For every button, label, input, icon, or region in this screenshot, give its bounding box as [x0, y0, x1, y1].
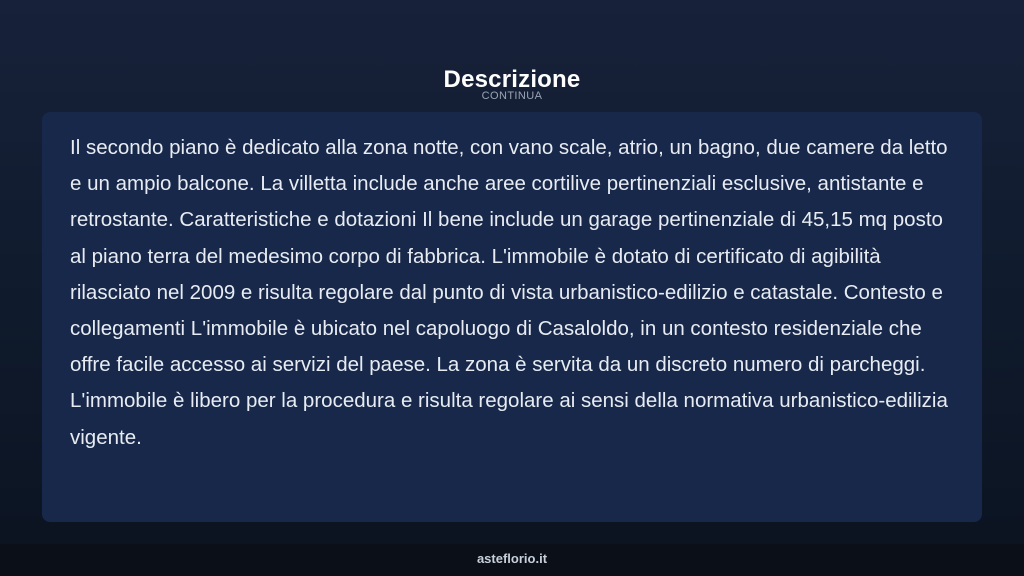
page-title: Descrizione — [443, 66, 581, 94]
footer — [0, 544, 1024, 576]
footer-site-name: asteflorio.it — [476, 551, 548, 566]
description-text: Il secondo piano è dedicato alla zona notte, con vano scale, atrio, un bagno, due camere da letto e un ampio balcone. La villetta include anche aree cortilive pertinenziali esclusive, antistante e retrostante. Caratteristiche e dotazioni Il bene include un garage pertinenziale di 45,15 mq posto al piano terra del medesimo corpo di fabbrica. L'immobile è dotato di certificato di agibilità rilasciato nel 2009 e risulta regolare dal punto di vista urbanistico-edilizio e catastale. Contesto e collegamenti L'immobile è ubicato nel capoluogo di Casaloldo, in un contesto residenziale che offre facile accesso ai servizi del paese. La zona è servita da un discreto numero di parcheggi. L'immobile è libero per la procedura e risulta regolare ai sensi della normativa urbanistico-edilizia vigente. — [70, 136, 948, 449]
description-card — [42, 112, 982, 522]
continue-link[interactable]: CONTINUA — [481, 90, 543, 102]
